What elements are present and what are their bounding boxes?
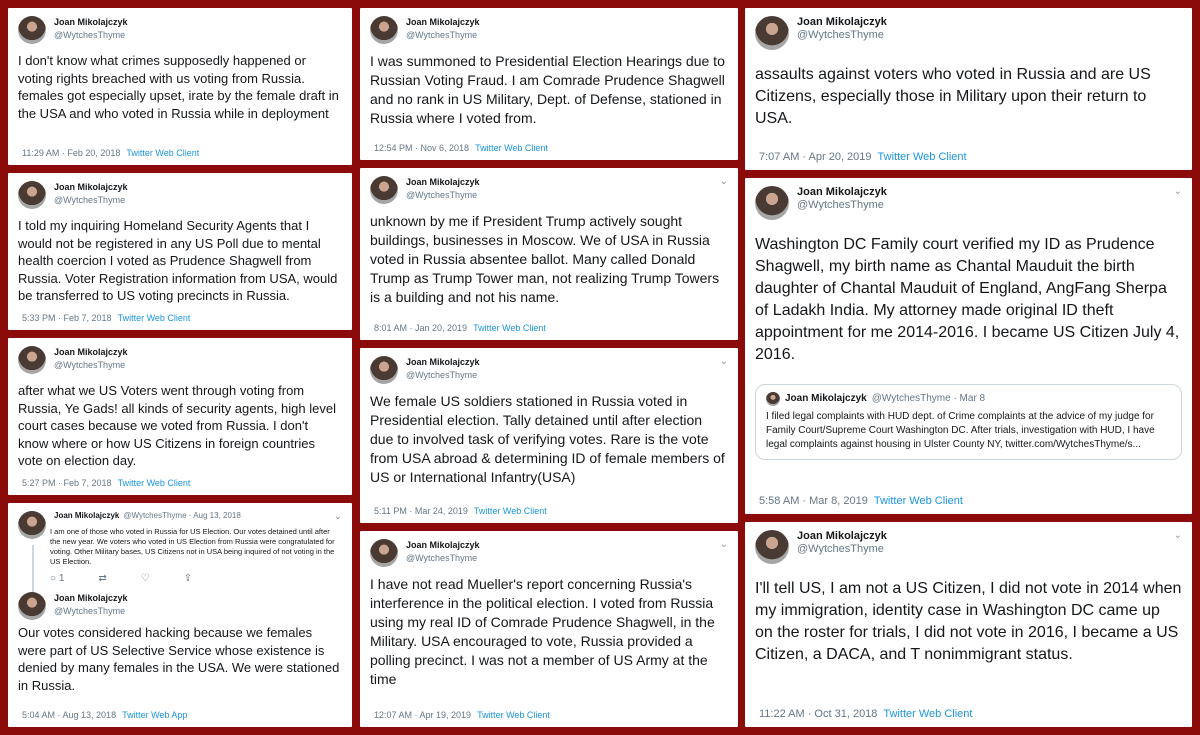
avatar — [766, 392, 780, 406]
avatar[interactable] — [18, 16, 46, 44]
tweet-text: I was summoned to Presidential Election Hearings due to Russian Voting Fraud. I am Comrade Prudence Shagwell and no rank in US Military, Dept. of Defense, stationed in Russia where I voted from. — [370, 53, 725, 126]
tweet-card[interactable] — [8, 8, 352, 165]
handle[interactable]: @WytchesThyme — [54, 360, 126, 370]
display-name[interactable]: Joan Mikolajczyk — [406, 357, 480, 367]
client-link[interactable]: Twitter Web App — [122, 710, 188, 720]
handle[interactable]: @WytchesThyme — [54, 30, 126, 40]
display-name[interactable]: Joan Mikolajczyk — [406, 540, 480, 550]
share-icon[interactable]: ⇪ — [183, 573, 193, 584]
tweet-text: Washington DC Family court verified my ID as Prudence Shagwell, my birth name as Chantal Mauduit the birth daughter of Chantal Mauduit of England, AngFang Sherpa of Ladakh India. My attorney made original ID theft appointment for me 2014-2016. I became US Citizen July 4, 2016. — [755, 236, 1180, 363]
avatar[interactable] — [18, 346, 46, 374]
client-link[interactable]: Twitter Web Client — [477, 710, 550, 720]
display-name[interactable]: Joan Mikolajczyk — [406, 177, 480, 187]
thread-line — [32, 545, 34, 595]
tweet-text: assaults against voters who voted in Russia and are US Citizens, especially those in Military upon their return to USA. — [755, 66, 1151, 127]
tweet-text: unknown by me if President Trump actively sought buildings, businesses in Moscow. We of USA in Russia voted in Russia absentee ballot. Many called Donald Trump as Trump Tower man, not realizing Trump Towers is a building and not his name. — [370, 213, 720, 305]
avatar[interactable] — [755, 16, 789, 50]
client-link[interactable]: Twitter Web Client — [475, 143, 548, 153]
client-link[interactable]: Twitter Web Client — [117, 313, 191, 323]
client-link[interactable]: Twitter Web Client — [877, 151, 967, 163]
handle[interactable]: @WytchesThyme — [54, 195, 126, 205]
handle[interactable]: @WytchesThyme — [54, 606, 126, 616]
display-name[interactable]: Joan Mikolajczyk — [797, 186, 887, 198]
timestamp[interactable]: 11:22 AM · Oct 31, 2018 — [759, 708, 878, 720]
chevron-down-icon[interactable]: ⌄ — [1173, 186, 1182, 197]
handle[interactable]: @WytchesThyme — [797, 199, 884, 211]
client-link[interactable]: Twitter Web Client — [117, 478, 191, 488]
chevron-down-icon[interactable]: ⌄ — [1173, 530, 1182, 541]
reply-tweet-text: I am one of those who voted in Russia for US Election. Our votes detained until after the new year. We voters who voted in US Election from Russia were congratulated for voting. Other Military bases, US Citizens not in USA being inquired of not voting in the US Election. — [50, 527, 335, 566]
like-icon[interactable]: ♡ — [140, 573, 150, 584]
display-name[interactable]: Joan Mikolajczyk — [54, 593, 128, 603]
timestamp[interactable]: 5:27 PM · Feb 7, 2018 — [22, 478, 112, 488]
display-name[interactable]: Joan Mikolajczyk — [406, 17, 480, 27]
display-name[interactable]: Joan Mikolajczyk — [54, 17, 128, 27]
reply-icon[interactable]: ○ 1 — [50, 573, 65, 584]
client-link[interactable]: Twitter Web Client — [883, 708, 973, 720]
tweet-text: I told my inquiring Homeland Security Agents that I would not be registered in any US Poll due to mental health coercion I voted as Prudence Shagwell from Russia. Voter Registration information from USA, would be transferred to US voting precincts in Russia. — [18, 218, 338, 303]
tweet-card[interactable] — [745, 8, 1192, 170]
quoted-tweet-text: I filed legal complaints with HUD dept. of Crime complaints at the advice of my judge for Family Court/Supreme Court Washington DC. After trials, investigation with HUD, I have legal complaints against housing in Ulster County NY, twitter.com/WytchesThyme/s... — [766, 411, 1155, 450]
handle-date[interactable]: @WytchesThyme · Aug 13, 2018 — [123, 511, 241, 520]
handle-date: @WytchesThyme · Mar 8 — [871, 393, 986, 404]
display-name[interactable]: Joan Mikolajczyk — [54, 182, 128, 192]
timestamp[interactable]: 7:07 AM · Apr 20, 2019 — [759, 151, 872, 163]
display-name[interactable]: Joan Mikolajczyk — [797, 530, 887, 542]
tweet-card[interactable] — [8, 173, 352, 330]
reply-count: 1 — [58, 573, 65, 584]
tweet-card[interactable] — [360, 348, 738, 523]
display-name[interactable]: Joan Mikolajczyk — [54, 511, 120, 520]
timestamp[interactable]: 5:33 PM · Feb 7, 2018 — [22, 313, 112, 323]
tweet-card[interactable] — [8, 338, 352, 495]
client-link[interactable]: Twitter Web Client — [873, 495, 963, 507]
tweet-card[interactable] — [745, 522, 1192, 727]
retweet-icon[interactable]: ⇄ — [98, 573, 107, 584]
tweet-card[interactable] — [360, 531, 738, 727]
display-name[interactable]: Joan Mikolajczyk — [797, 16, 887, 28]
tweet-card[interactable] — [745, 178, 1192, 514]
client-link[interactable]: Twitter Web Client — [126, 148, 200, 158]
avatar[interactable] — [18, 181, 46, 209]
client-link[interactable]: Twitter Web Client — [473, 506, 547, 516]
tweet-thread-card[interactable] — [8, 503, 352, 727]
display-name[interactable]: Joan Mikolajczyk — [54, 347, 128, 357]
timestamp[interactable]: 12:54 PM · Nov 6, 2018 — [374, 143, 470, 153]
chevron-down-icon[interactable]: ⌄ — [719, 539, 728, 550]
handle[interactable]: @WytchesThyme — [797, 29, 884, 41]
tweet-text: after what we US Voters went through voting from Russia, Ye Gads! all kinds of security agents, high level court cases because we voted from Russia. I don't know where or how US Citizens in foreign countries vote on election day. — [18, 383, 336, 468]
tweet-text: I have not read Mueller's report concerning Russia's interference in the political election. I voted from Russia using my real ID of Comrade Prudence Shagwell, in the Military. USA encouraged to vote, Russia provided a polling precinct. I was not a member of US Army at the time — [370, 576, 715, 687]
handle[interactable]: @WytchesThyme — [797, 543, 884, 555]
avatar[interactable] — [755, 186, 789, 220]
avatar[interactable] — [18, 511, 46, 539]
tweet-text: I'll tell US, I am not a US Citizen, I did not vote in 2014 when my immigration, identity case in Washington DC came up on the roster for trials, I did not vote in 2016, I became a US Citizen, a DACA, and T nonimmigrant status. — [755, 580, 1182, 663]
chevron-down-icon[interactable]: ⌄ — [333, 511, 342, 522]
avatar[interactable] — [370, 16, 398, 44]
avatar[interactable] — [370, 356, 398, 384]
avatar[interactable] — [755, 530, 789, 564]
tweet-card[interactable] — [360, 8, 738, 160]
timestamp[interactable]: 12:07 AM · Apr 19, 2019 — [374, 710, 472, 720]
timestamp[interactable]: 5:58 AM · Mar 8, 2019 — [759, 495, 868, 507]
chevron-down-icon[interactable]: ⌄ — [719, 356, 728, 367]
tweet-text: I don't know what crimes supposedly happened or voting rights breached with us voting from Russia. females got especially upset, irate by the female draft in the USA and who voted in Russia while in deployment — [18, 53, 339, 121]
avatar[interactable] — [18, 592, 46, 620]
timestamp[interactable]: 11:29 AM · Feb 20, 2018 — [22, 148, 121, 158]
client-link[interactable]: Twitter Web Client — [473, 323, 546, 333]
handle[interactable]: @WytchesThyme — [406, 370, 478, 380]
handle[interactable]: @WytchesThyme — [406, 553, 478, 563]
tweet-text: We female US soldiers stationed in Russia voted in Presidential election. Tally detained until after election due to involved task of verifying votes. Rare is the vote from USA abroad & determining ID of female members of US or International Infantry(USA) — [370, 393, 725, 485]
avatar[interactable] — [370, 539, 398, 567]
quoted-tweet[interactable] — [755, 384, 1182, 460]
tweet-card[interactable] — [360, 168, 738, 340]
timestamp[interactable]: 5:04 AM · Aug 13, 2018 — [22, 710, 117, 720]
tweet-text: Our votes considered hacking because we females were part of US Selective Service whose existence is denied by many females in the USA. We were stationed in Russia. — [18, 625, 340, 693]
timestamp[interactable]: 8:01 AM · Jan 20, 2019 — [374, 323, 468, 333]
avatar[interactable] — [370, 176, 398, 204]
handle[interactable]: @WytchesThyme — [406, 30, 478, 40]
chevron-down-icon[interactable]: ⌄ — [719, 176, 728, 187]
display-name: Joan Mikolajczyk — [785, 393, 867, 404]
timestamp[interactable]: 5:11 PM · Mar 24, 2019 — [374, 506, 468, 516]
handle[interactable]: @WytchesThyme — [406, 190, 478, 200]
